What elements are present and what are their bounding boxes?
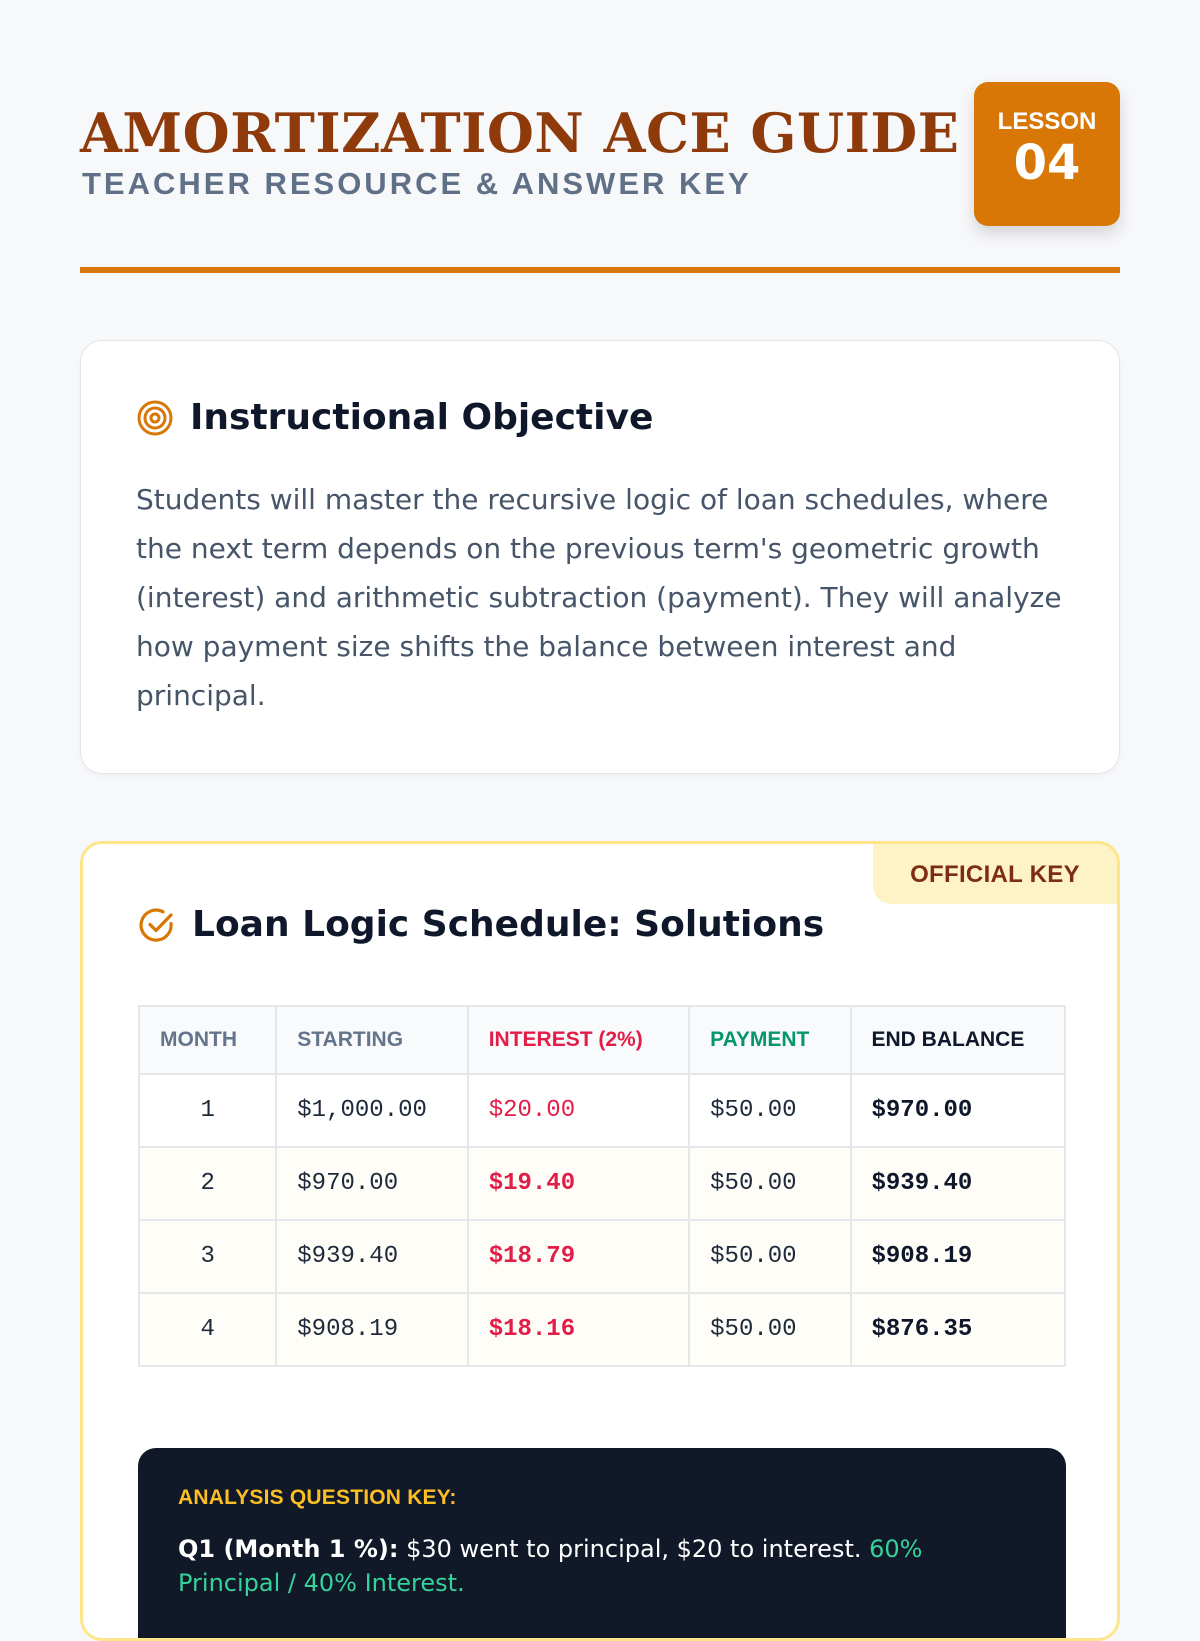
question-1-label: Q1 (Month 1 %): (178, 1535, 399, 1563)
table-header-row (139, 1006, 1065, 1074)
cell-payment: $50.00 (689, 1074, 850, 1147)
cell-month: 2 (139, 1147, 276, 1220)
lesson-badge (974, 82, 1120, 226)
header-end-balance: END BALANCE (851, 1006, 1066, 1074)
objective-text: Students will master the recursive logic of loan schedules, where the next term depends on the previous term's geometric growth (interest) and arithmetic subtraction (payment). They will analyze how payment size shifts the balance between interest and principal. (136, 483, 1062, 712)
lesson-number: 04 (1013, 135, 1081, 191)
cell-payment: $50.00 (689, 1147, 850, 1220)
analysis-label: ANALYSIS QUESTION KEY: (178, 1486, 457, 1509)
analysis-question-1 (178, 1532, 1026, 1600)
table-row (139, 1074, 1065, 1147)
cell-end-balance: $939.40 (851, 1147, 1066, 1220)
analysis-key-panel (138, 1448, 1066, 1641)
cell-starting: $1,000.00 (276, 1074, 467, 1147)
cell-end-balance: $908.19 (851, 1220, 1066, 1293)
question-1-text: $30 went to principal, $20 to interest. (398, 1535, 870, 1563)
header-starting: STARTING (276, 1006, 467, 1074)
header-divider (80, 267, 1120, 273)
header-payment: PAYMENT (689, 1006, 850, 1074)
loan-schedule-table (138, 1005, 1066, 1367)
solutions-heading (138, 904, 824, 945)
page-title: AMORTIZATION ACE GUIDE (80, 101, 960, 165)
cell-month: 3 (139, 1220, 276, 1293)
official-key-badge: OFFICIAL KEY (873, 844, 1117, 904)
objective-heading (136, 397, 653, 438)
header-month: MONTH (139, 1006, 276, 1074)
page-subtitle: TEACHER RESOURCE & ANSWER KEY (82, 166, 752, 201)
target-icon (136, 399, 174, 437)
cell-interest: $18.16 (468, 1293, 689, 1366)
cell-end-balance: $970.00 (851, 1074, 1066, 1147)
solutions-card (80, 841, 1120, 1641)
cell-payment: $50.00 (689, 1220, 850, 1293)
cell-starting: $908.19 (276, 1293, 467, 1366)
cell-starting: $939.40 (276, 1220, 467, 1293)
objective-card (80, 340, 1120, 774)
cell-interest: $18.79 (468, 1220, 689, 1293)
cell-starting: $970.00 (276, 1147, 467, 1220)
table-row (139, 1220, 1065, 1293)
solutions-title: Loan Logic Schedule: Solutions (192, 904, 825, 945)
cell-interest: $19.40 (468, 1147, 689, 1220)
cell-month: 4 (139, 1293, 276, 1366)
cell-end-balance: $876.35 (851, 1293, 1066, 1366)
cell-interest: $20.00 (468, 1074, 689, 1147)
cell-payment: $50.00 (689, 1293, 850, 1366)
table-row (139, 1293, 1065, 1366)
cell-month: 1 (139, 1074, 276, 1147)
table-row (139, 1147, 1065, 1220)
check-circle-icon (138, 906, 176, 944)
objective-title: Instructional Objective (190, 397, 654, 438)
question-1-highlight: 60% Principal / 40% Interest. (178, 1535, 923, 1597)
page-header (80, 82, 1120, 242)
lesson-label: LESSON (997, 108, 1097, 135)
header-interest: INTEREST (2%) (468, 1006, 689, 1074)
